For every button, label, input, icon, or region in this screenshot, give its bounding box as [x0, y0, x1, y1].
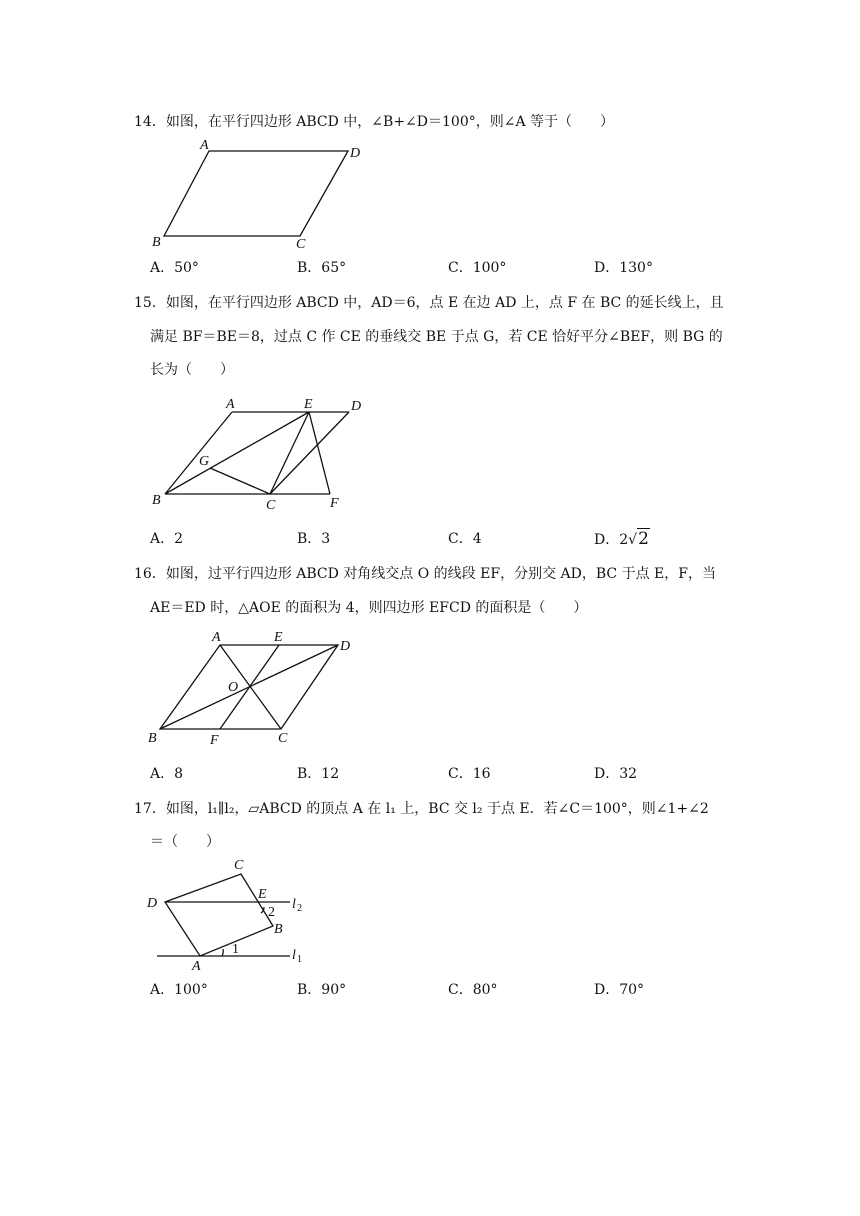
q17-label-l2-sub: 2 — [297, 903, 302, 914]
q17-label-b: B — [274, 922, 283, 937]
q15-segment-cd — [270, 412, 349, 494]
q17-angle-1-arc — [222, 949, 223, 956]
q16-figure — [140, 625, 380, 750]
q15-label-b: B — [152, 493, 161, 508]
q14-label-a: A — [200, 138, 209, 153]
q16-option-d: D．32 — [594, 766, 638, 782]
q17-label-l1-sub: 1 — [297, 954, 302, 965]
q16-label-c: C — [278, 731, 288, 746]
q17-figure — [140, 855, 340, 975]
q15-option-b: B．3 — [297, 531, 331, 547]
q15-segment-be — [165, 412, 309, 494]
q15-stem-line-2: 满足 BF＝BE＝8，过点 C 作 CE 的垂线交 BE 于点 G，若 CE 恰好平分∠BEF，则 BG 的 — [150, 329, 723, 345]
q14-stem: 14．如图，在平行四边形 ABCD 中，∠B+∠D＝100°，则∠A 等于（ ） — [134, 114, 615, 130]
q14-label-d: D — [350, 146, 361, 161]
q15-label-f: F — [330, 496, 339, 511]
q17-option-c: C．80° — [448, 982, 498, 998]
q14-label-b: B — [152, 235, 161, 250]
q15-option-c: C．4 — [448, 531, 482, 547]
q15-option-d-sqrt: √2 — [628, 529, 649, 549]
q15-option-d-radicand: 2 — [638, 529, 649, 549]
q17-option-a: A．100° — [150, 982, 208, 998]
q14-figure-parallelogram — [140, 135, 380, 255]
q16-label-f: F — [210, 733, 219, 748]
q17-option-d: D．70° — [594, 982, 645, 998]
q15-segment-ef — [309, 412, 330, 494]
q16-option-b: B．12 — [297, 766, 340, 782]
q14-option-b: B．65° — [297, 260, 347, 276]
q15-figure — [140, 392, 380, 522]
q17-stem-line-1: 17．如图，l₁∥l₂，▱ABCD 的顶点 A 在 l₁ 上，BC 交 l₂ 于点 E．若∠C＝100°，则∠1+∠2 — [134, 801, 709, 817]
q15-segment-ec — [270, 412, 309, 494]
q16-label-e: E — [274, 630, 283, 645]
q15-segment-ab — [165, 412, 232, 494]
q17-label-e: E — [258, 887, 267, 902]
q17-parallelogram-abcd — [165, 874, 273, 956]
q15-label-c: C — [266, 498, 276, 513]
q14-option-a: A．50° — [150, 260, 199, 276]
q16-stem-line-2: AE＝ED 时，△AOE 的面积为 4，则四边形 EFCD 的面积是（ ） — [150, 600, 588, 616]
q17-label-l2: l — [292, 897, 296, 912]
q15-stem-line-1: 15．如图，在平行四边形 ABCD 中，AD＝6，点 E 在边 AD 上，点 F 在 BC 的延长线上，且 — [134, 295, 724, 311]
q14-parallelogram-abcd — [164, 151, 348, 236]
q15-label-d: D — [351, 399, 362, 414]
q14-option-c: C．100° — [448, 260, 507, 276]
q16-option-a: A．8 — [150, 766, 184, 782]
q15-option-a: A．2 — [150, 531, 184, 547]
q15-option-d-text: D．2 — [594, 532, 629, 548]
q16-label-b: B — [148, 731, 157, 746]
q16-label-d: D — [340, 639, 351, 654]
q15-label-a: A — [226, 397, 235, 412]
q17-label-a: A — [192, 959, 201, 974]
q16-stem-line-1: 16．如图，过平行四边形 ABCD 对角线交点 O 的线段 EF，分别交 AD，BC 于点 E，F，当 — [134, 566, 716, 582]
q15-segment-gc — [210, 468, 270, 494]
q17-angle-1-label: 1 — [232, 942, 239, 957]
q15-label-e: E — [304, 397, 313, 412]
q15-option-d — [594, 529, 650, 550]
q17-label-c: C — [234, 858, 244, 873]
q16-label-o: O — [228, 680, 239, 695]
q17-label-d: D — [147, 896, 158, 911]
q17-option-b: B．90° — [297, 982, 347, 998]
q17-stem-line-2: ＝（ ） — [150, 834, 220, 850]
q17-angle-2-label: 2 — [268, 905, 275, 920]
q16-option-c: C．16 — [448, 766, 491, 782]
q17-label-l1: l — [292, 948, 296, 963]
q14-option-d: D．130° — [594, 260, 653, 276]
q15-stem-line-3: 长为（ ） — [150, 362, 234, 378]
q15-label-g: G — [199, 454, 210, 469]
q14-label-c: C — [296, 237, 306, 252]
q16-label-a: A — [212, 630, 221, 645]
